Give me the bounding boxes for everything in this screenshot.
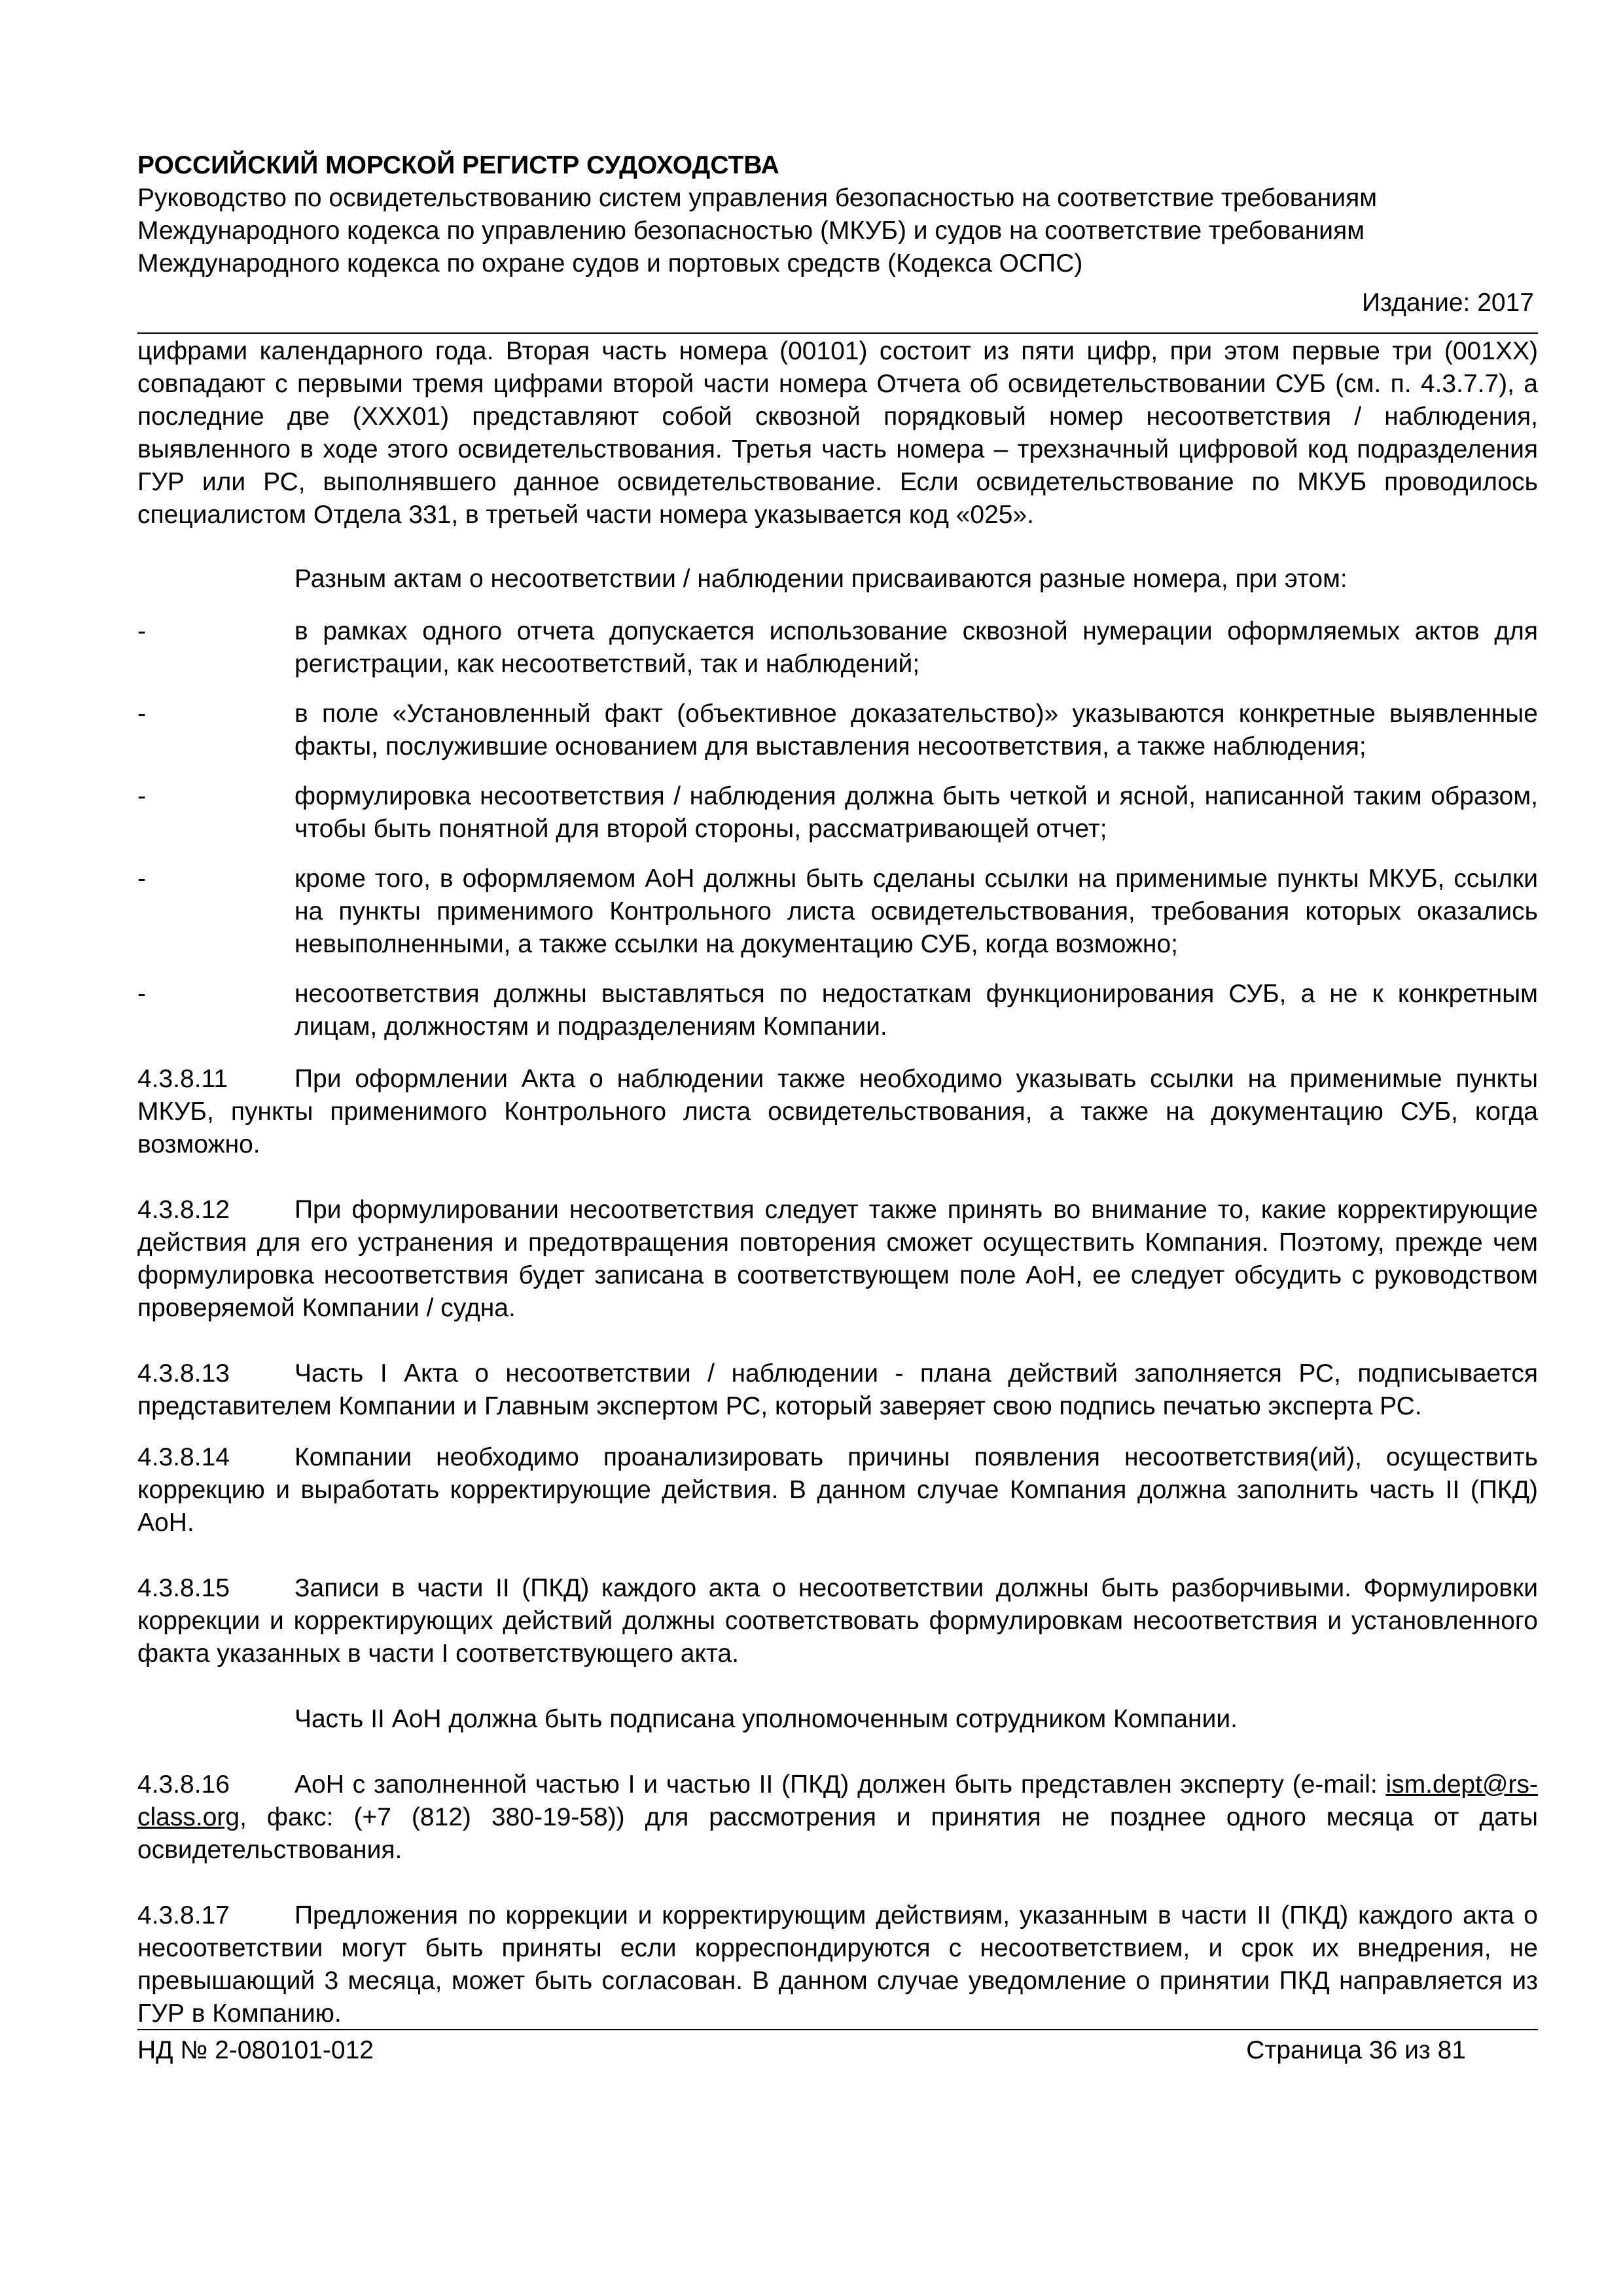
intro-paragraph: цифрами календарного года. Вторая часть номера (00101) состоит из пяти цифр, при этом первые три (001XX) совпадают с первыми тремя цифрами второй части номера Отчета об освидетельствовании СУБ (см. п. 4.3.7.7), а последние две (XXX01) представляют собой сквозной порядковый номер несоответствия / наблюдения, выявленного в ходе этого освидетельствования. Третья часть номера – трехзначный цифровой код подразделения ГУР или РС, выполнявшего данное освидетельствование. Если освидетельствование по МКУБ проводилось специалистом Отдела 331, в третьей части номера указывается код «025». <box>137 337 1538 529</box>
list-item-text: формулировка несоответствия / наблюдения должна быть четкой и ясной, написанной таким образом, чтобы быть понятной для второй стороны, рассматривающей отчет; <box>294 782 1538 843</box>
clause-text: Записи в части II (ПКД) каждого акта о несоответствии должны быть разборчивыми. Формулировки коррекции и корректирующих действий должны соответствовать формулировкам несоответствия и установленного факта указанных в части I соответствующего акта. <box>137 1574 1538 1668</box>
clause-text: Часть I Акта о несоответствии / наблюдении - плана действий заполняется РС, подписывается представителем Компании и Главным экспертом РС, который заверяет свою подпись печатью эксперта РС. <box>137 1359 1538 1420</box>
clause-number: 4.3.8.14 <box>137 1443 230 1471</box>
list-item <box>137 615 1538 681</box>
list-item-text: кроме того, в оформляемом АоН должны быть сделаны ссылки на применимые пункты МКУБ, ссылки на пункты применимого Контрольного листа освидетельствования, требования которых оказались невыполненными, а также ссылки на документацию СУБ, когда возможно; <box>294 865 1538 958</box>
list-dash: - <box>137 980 146 1008</box>
numbering-lead-paragraph: Разным актам о несоответствии / наблюдении присваиваются разные номера, при этом: <box>294 565 1347 593</box>
clause-4-3-8-17 <box>137 1899 1538 2030</box>
list-dash: - <box>137 700 146 728</box>
page-header <box>137 149 1538 319</box>
clause-4-3-8-16 <box>137 1768 1538 1867</box>
clause-number: 4.3.8.11 <box>137 1065 228 1093</box>
signature-note-paragraph: Часть II АоН должна быть подписана уполномоченным сотрудником Компании. <box>294 1705 1238 1733</box>
document-number: НД № 2-080101-012 <box>137 2036 374 2064</box>
list-dash: - <box>137 782 146 810</box>
page-body <box>137 335 1538 2063</box>
clause-text: При оформлении Акта о наблюдении также необходимо указывать ссылки на применимые пункты МКУБ, пункты применимого Контрольного листа освидетельствования, а также на документацию СУБ, когда возможно. <box>137 1065 1538 1158</box>
clause-text: Компании необходимо проанализировать причины появления несоответствия(ий), осуществить коррекцию и выработать корректирующие действия. В данном случае Компания должна заполнить часть II (ПКД) АоН. <box>137 1443 1538 1537</box>
list-item-text: несоответствия должны выставляться по недостаткам функционирования СУБ, а не к конкретным лицам, должностям и подразделениям Компании. <box>294 980 1538 1041</box>
clause-text-continued: , факс: (+7 (812) 380-19-58)) для рассмотрения и принятия не позднее одного месяца от даты освидетельствования. <box>137 1803 1538 1864</box>
numbering-rules-list <box>137 615 1538 1043</box>
clause-text: Предложения по коррекции и корректирующим действиям, указанным в части II (ПКД) каждого акта о несоответствии могут быть приняты если корреспондируются с несоответствием, и срок их внедрения, не превышающий 3 месяца, может быть согласован. В данном случае уведомление о принятии ПКД направляется из ГУР в Компанию. <box>137 1901 1538 2028</box>
list-item <box>137 863 1538 961</box>
list-dash: - <box>137 865 146 893</box>
clause-4-3-8-14 <box>137 1441 1538 1539</box>
clause-4-3-8-12 <box>137 1194 1538 1325</box>
edition-label: Издание: 2017 <box>1362 289 1534 317</box>
list-item <box>137 780 1538 846</box>
footer-divider <box>137 2029 1538 2030</box>
clause-text: АоН с заполненной частью I и частью II (ПКД) должен быть представлен эксперту (e-mail: <box>294 1770 1386 1799</box>
list-dash: - <box>137 617 146 645</box>
page-number: Страница 36 из 81 <box>1246 2036 1466 2064</box>
document-subtitle-line-3: Международного кодекса по охране судов и портовых средств (Кодекса ОСПС) <box>137 249 1083 278</box>
list-item-text: в рамках одного отчета допускается использование сквозной нумерации оформляемых актов для регистрации, как несоответствий, так и наблюдений; <box>294 617 1538 678</box>
email-link[interactable]: ism.dept@rs-class.org <box>137 1770 1538 1831</box>
list-item <box>137 978 1538 1043</box>
clause-number: 4.3.8.16 <box>137 1770 230 1799</box>
organization-name: РОССИЙСКИЙ МОРСКОЙ РЕГИСТР СУДОХОДСТВА <box>137 151 779 179</box>
header-divider <box>137 332 1538 334</box>
list-item-text: в поле «Установленный факт (объективное доказательство)» указываются конкретные выявленные факты, послужившие основанием для выставления несоответствия, а также наблюдения; <box>294 700 1538 761</box>
clause-4-3-8-13 <box>137 1357 1538 1423</box>
clause-text: При формулировании несоответствия следует также принять во внимание то, какие корректирующие действия для его устранения и предотвращения повторения сможет осуществить Компания. Поэтому, прежде чем формулировка несоответствия будет записана в соответствующем поле АоН, ее следует обсудить с руководством проверяемой Компании / судна. <box>137 1196 1538 1322</box>
clause-4-3-8-11 <box>137 1063 1538 1161</box>
clause-4-3-8-15 <box>137 1572 1538 1670</box>
clause-number: 4.3.8.12 <box>137 1196 230 1224</box>
list-item <box>137 698 1538 763</box>
document-subtitle-line-1: Руководство по освидетельствованию систем управления безопасностью на соответствие требованиям <box>137 184 1378 212</box>
document-subtitle-line-2: Международного кодекса по управлению безопасностью (МКУБ) и судов на соответствие требованиям <box>137 217 1365 245</box>
clause-number: 4.3.8.17 <box>137 1901 230 1929</box>
clause-number: 4.3.8.15 <box>137 1574 230 1602</box>
clause-number: 4.3.8.13 <box>137 1359 230 1388</box>
